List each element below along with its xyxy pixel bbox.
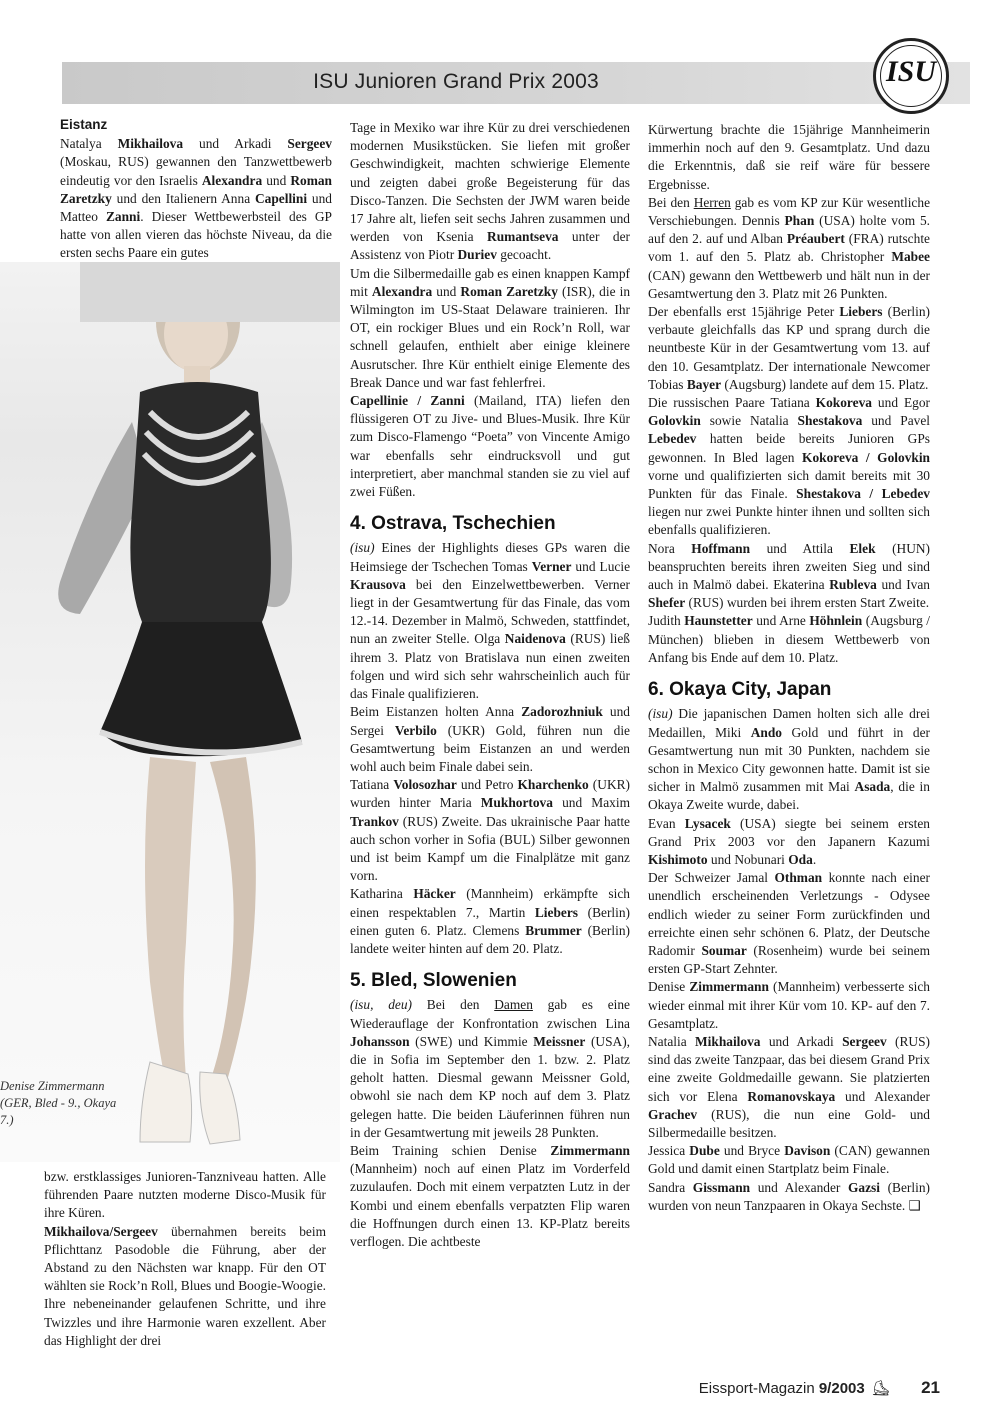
text-run: unter der Assistenz von Piotr [350,229,630,263]
section-heading-bled: 5. Bled, Slowenien [350,970,517,992]
underlined-term: Herren [693,194,731,210]
section-kicker: Eistanz [60,117,108,132]
text-run: Katharina [350,886,414,902]
column-3 [648,121,930,1215]
paragraph [350,265,630,392]
name-emphasis: Soumar [701,942,747,958]
name-emphasis: Davison [784,1143,831,1159]
name-emphasis: Grachev [648,1106,698,1122]
paragraph [350,392,630,501]
name-emphasis: Shestakova [797,413,863,429]
paragraph [648,303,930,394]
text-run: bzw. erstklassiges Junioren-Tanzniveau hatten. Alle führenden Paare nutzten moderne Disco-Musik für ihre Küren. [44,1169,326,1221]
text-run: und Lucie [571,558,631,574]
name-emphasis: Verner [531,558,572,574]
text-run: sowie Natalia [700,413,798,429]
text-run: und Attila [750,540,850,556]
text-run: Der ebenfalls erst 15jährige Peter [648,304,840,320]
name-emphasis: Hoffmann [691,540,751,556]
name-emphasis: Romanovskaya [747,1088,836,1104]
name-emphasis: Kokoreva [815,395,872,411]
name-emphasis: Oda [788,851,813,867]
name-emphasis: Kharchenko [517,777,589,793]
page-title: ISU Junioren Grand Prix 2003 [313,70,599,93]
column-2 [350,119,630,1251]
name-emphasis: Zimmermann [550,1142,630,1158]
text-run: . [812,851,817,867]
name-emphasis: Lebedev [648,431,697,447]
paragraph [648,978,930,1033]
text-run: gab es vom KP zur Kür wesentliche Verschiebungen. Dennis [648,194,931,229]
name-emphasis: Verbilo [394,722,437,738]
text-run: Tage in Mexiko war ihre Kür zu drei verschiedenen modernen Musikstücken. Sie liefen mit großer Geschwindigkeit, machten schwierige Elemente und zeigten dabei große Begeisterung für das Disco-Tanzen. Die Sechsten der JWM waren beide 17 Jahre alt, liefen seit sechs Jahren zusammen und werden von Ksenia [350,120,630,245]
name-emphasis: Capellini [254,190,308,206]
page-number: 21 [921,1378,940,1397]
text-run: (ISR), die in Wilmington im US-Staat Delaware trainieren. Ihr OT, ein rockiger Blues und ein Rock’n Roll, war schnell gelaufen, enthielt aber einige kleinere Ausrutscher. Ihre Kür enthielt einige Elemente des Break Dance und war fast fehlerfrei. [350,283,631,390]
text-run: Judith [648,613,685,629]
name-emphasis: Liebers [839,304,883,320]
paragraph [648,1179,930,1215]
text-run: Die russischen Paare Tatiana [648,395,816,411]
text-run: (HUN) beanspruchten bereits ihren zweiten Sieg und sind auch in Malmö dabei. Ekaterina [648,540,930,593]
paragraph [60,135,332,262]
text-run: und Bryce [719,1143,785,1159]
name-emphasis: Rumantseva [487,229,559,245]
text-run: (UKR) wurden hinter Maria [350,777,631,811]
name-emphasis: Capellinie / Zanni [350,393,465,409]
text-run: (USA) siegte bei seinem ersten Grand Prix 2003 vor den Japanern Kazumi [648,815,930,849]
text-run: (Berlin) wurden von neun Tanzpaaren in Okaya Sechste. ❑ [648,1179,930,1213]
text-run: (USA) holte vom 5. auf den 2. auf und Alban [648,213,930,247]
text-run: (Mannheim) verbesserte sich wieder einmal mit ihrer Kür vom 10. KP- auf den 7. Gesamtplatz. [648,979,930,1031]
name-emphasis: Haunstetter [684,613,753,629]
text-run: Bei den [412,997,495,1013]
text-run: Nora [648,540,692,556]
column-1-bottom [44,1168,326,1350]
name-emphasis: Mikhailova [695,1033,761,1049]
header-band [62,62,970,104]
text-run: konnte nach einer unendlich erscheinenden Verletzungs - Odysee endlich wieder zu seiner Form zurückfinden und erreichte einen sehr schönen 6. Platz, der Deutsche Radomir [648,870,930,958]
text-run: Sandra [648,1179,693,1195]
logo-text: ISU [885,55,937,88]
name-emphasis: Lysacek [684,815,731,831]
text-run: und Alexander [750,1179,848,1195]
name-emphasis: Mikhailova [117,136,184,152]
name-emphasis: Mabee [891,249,930,265]
name-emphasis: Kishimoto [648,851,708,867]
name-emphasis: Phan [784,213,815,229]
text-run: (Augsburg) landete auf dem 15. Platz. [721,376,929,392]
name-emphasis: Ando [750,724,782,740]
text-run: Kürwertung brachte die 15jährige Mannheimerin immerhin noch auf den 9. Gesamtplatz. Und dazu die Erkenntnis, daß sie reif wäre für bessere Ergebnisse. [648,122,930,192]
name-emphasis: Duriev [457,247,497,263]
text-run: und Pavel [862,413,930,429]
paragraph [648,1142,930,1178]
paragraph [648,612,930,667]
paragraph [350,539,630,703]
text-run: und Maxim [552,795,630,811]
name-emphasis: Häcker [413,886,456,902]
skater-figure [0,262,340,1162]
text-run: und Egor [871,395,931,411]
text-run: Die japanischen Damen holten sich alle drei Medaillen, Miki [648,706,930,740]
paragraph [648,540,930,613]
name-emphasis: Préaubert [786,231,845,247]
text-run: (Augsburg / München) blieben in diesem Wettbewerb von Anfang bis Ende auf dem 10. Platz. [648,613,931,665]
text-run: Evan [648,815,685,831]
name-emphasis: Krausova [350,576,406,592]
paragraph [648,815,930,870]
paragraph [648,121,930,194]
underlined-term: Damen [494,997,533,1013]
issue-number: 9/2003 [818,1380,865,1397]
name-emphasis: Alexandra [201,172,263,188]
text-run: Gold und führt in der Gesamtwertung nun mit 30 Punkten, nachdem sie schon in Mexico City gewonnen hatte. Damit ist sie sicher in Malmö zusammen mit Mai [648,724,930,795]
text-run: (RUS) ließ ihrem 3. Platz von Bratislava nun einen zweiten folgen und wird sich sehr wahrscheinlich auch für das Finale qualifizieren. [350,631,630,702]
text-run: und den Italienern Anna [111,190,255,206]
isu-logo [873,38,949,114]
text-run: hatten beide bereits Junioren GPs gewonnen. In Bled lagen [648,431,930,465]
text-run: (Mannheim) erkämpfte sich einen respektablen 7., Martin [350,886,631,920]
text-run: (Rosenheim) wurde bei seinem ersten GP-Start Zehnter. [648,942,931,977]
page-footer [699,1378,940,1398]
text-run: (RUS) Zweite. Das ukrainische Paar hatte auch schon vorher in Sofia (BUL) Silber gewonnen und ist beim Kampf um die Finalplätze mit ganz vorn. [350,813,630,884]
text-run: und Ivan [876,577,930,593]
text-run: Um die Silbermedaille gab es einen knappen Kampf mit [350,265,631,299]
name-emphasis: Asada [854,779,891,795]
text-run: (FRA) rutschte vom 1. auf den 5. Platz ab. Christopher [648,231,930,265]
text-run: . Dieser Wettbewerbsteil des GP hatte von allen vieren das höchste Niveau, da die ersten sechs Paare ein gutes [60,209,332,261]
text-run: Beim Training schien Denise [350,1142,551,1158]
text-run: Tatiana [350,777,394,793]
paragraph [648,194,930,303]
text-run: und Arne [752,613,810,629]
text-run: Der Schweizer Jamal [648,870,775,886]
name-emphasis: Johansson [350,1033,410,1049]
paragraph [44,1168,326,1223]
name-emphasis: Shefer [648,595,686,611]
name-emphasis: Liebers [534,904,579,920]
text-run: gecoacht. [496,247,552,263]
name-emphasis: Roman Zaretzky [460,283,558,299]
text-run: Natalya [60,136,118,152]
name-emphasis: Roman Zaretzky [60,172,332,206]
name-emphasis: Shestakova / Lebedev [796,486,930,502]
text-run: und Petro [456,777,518,793]
name-emphasis: Meissner [533,1033,586,1049]
text-run: (RUS) wurden bei ihrem ersten Start Zweite. [685,595,930,611]
name-emphasis: Sergeev [287,136,333,152]
text-run: und [262,172,291,188]
paragraph [44,1223,326,1350]
text-run: gab es eine Wiederauflage der Konfrontation zwischen Lina [350,997,630,1031]
text-run: und Sergei [350,704,630,738]
text-run: bei den Einzelwettbewerben. Verner liegt in der Gesamtwertung für das Finale, das vom 12.-14. Dezember in Malmö, Schweden, stattfindet, nun an zweiter Stelle. Olga [350,576,630,647]
name-emphasis: Mukhortova [480,795,553,811]
paragraph [350,996,630,1142]
name-emphasis: Bayer [686,376,722,392]
magazine-name: Eissport-Magazin [698,1380,815,1397]
text-run: und Alexander [835,1088,930,1104]
text-run: (SWE) und Kimmie [409,1033,534,1049]
text-run: (Berlin) verbaute gleichfalls das KP und sprang durch die neuntbeste Kür in der Gesamtwertung vom 13. auf den 10. Gesamtplatz. Der internationale Newcomer Tobias [648,304,930,392]
text-run: (Mannheim) noch auf einen Platz im Vorderfeld zuzulaufen. Doch mit einem verpatzten Lutz in der Kombi und einem ebenfalls verpatzten Flip waren die Hoffnungen durch einen 13. KP-Platz bereits verflogen. Die achtbeste [350,1161,630,1249]
text-run: und Nobunari [707,851,789,867]
text-run: und Arkadi [183,136,288,152]
paragraph [648,705,930,814]
text-run: , die in Okaya Zweite wurde, dabei. [648,779,930,813]
name-emphasis: Gazsi [848,1179,880,1195]
section-heading-ostrava: 4. Ostrava, Tschechien [350,513,556,535]
text-run: liegen nur zwei Punkte hinter ihnen und sollten sich ebenfalls qualifizieren. [648,504,930,538]
text-run: und Arkadi [760,1033,843,1049]
text-run: und [432,283,461,299]
photo-caption: Denise Zimmermann (GER, Bled - 9., Okaya 7.) [0,1079,117,1127]
text-run: (USA), die in Sofia im September den 1. bzw. 2. Platz geholt hatten. Diesmal gewann Meissner Gold, obwohl sie nach dem KP noch auf dem 3. Platz gelegen hatte. Die beiden Läuferinnen führen nun in der Gesamtwertung mit jeweils 28 Punkten. [350,1033,631,1140]
text-run: (Moskau, RUS) gewannen den Tanzwettbewerb eindeutig vor den Israelis [60,154,332,188]
name-emphasis: Gissmann [692,1179,751,1195]
source-tag: (isu) [350,540,375,556]
text-run: übernahmen bereits beim Pflichttanz Pasodoble die Führung, aber der Abstand zu den Nächsten war knapp. Für den OT wählten sie Rock’n Roll, Blues und Boogie-Woogie. Ihre nebeneinander gelaufenen Schritte, und ihre Twizzles und ihre Harmonie waren exzellent. Aber das Highlight der drei [44,1223,326,1348]
paragraph [350,119,630,265]
text-run: Natalia [648,1033,696,1049]
paragraph [350,885,630,958]
skater-icon: ⛸ [871,1380,891,1397]
source-tag: (isu, deu) [350,997,412,1013]
name-emphasis: Brummer [525,922,582,938]
text-run: (CAN) gewann den Wettbewerb und hält nun in der Gesamtwertung den 3. Platz mit 26 Punkten. [648,267,930,301]
name-emphasis: Zimmermann [689,979,769,995]
text-run: (Berlin) landete weiter hinten auf dem 20. Platz. [350,922,630,956]
text-run: (RUS) sind das zweite Tanzpaar, das bei diesem Grand Prix eine zweite Goldmedaille gewann. Sie platzierten sich vor Elena [648,1033,930,1104]
text-run: Bei den [648,194,694,210]
text-run: Beim Eistanzen holten Anna [350,704,522,720]
name-emphasis: Elek [849,540,876,556]
text-run: (UKR) Gold, führen nun die Gesamtwertung beim Eistanzen an und werden wohl auch beim Finale dabei sein. [350,722,630,774]
name-emphasis: Rubleva [829,577,877,593]
name-emphasis: Mikhailova/Sergeev [44,1223,158,1239]
name-emphasis: Golovkin [648,413,701,429]
text-run: (Berlin) einen guten 6. Platz. Clemens [350,904,630,938]
text-run: vorne und qualifizierten sich damit bereits mit 30 Punkten für das Finale. [648,467,930,502]
paragraph [648,1033,930,1142]
name-emphasis: Naidenova [504,631,566,647]
paragraph [350,703,630,776]
skater-photo [0,262,340,1162]
rink-board [80,262,340,322]
text-run: (RUS), die nun eine Gold- und Silbermedaille besitzen. [648,1106,930,1140]
paragraph [350,1142,630,1251]
name-emphasis: Zadorozhniuk [521,704,603,720]
name-emphasis: Alexandra [371,283,433,299]
name-emphasis: Dube [689,1143,720,1159]
text-run: Jessica [648,1143,690,1159]
name-emphasis: Kokoreva / Golovkin [802,449,930,465]
paragraph [350,776,630,885]
name-emphasis: Höhnlein [809,613,863,629]
text-run: Denise [648,979,690,995]
column-1-top [60,116,332,263]
name-emphasis: Trankov [350,813,399,829]
source-tag: (isu) [648,706,673,722]
name-emphasis: Volosozhar [393,777,457,793]
text-run: und Matteo [60,190,332,225]
text-run: Eines der Highlights dieses GPs waren die Heimsiege der Tschechen Tomas [350,540,630,574]
name-emphasis: Zanni [105,209,141,225]
text-run: (Mailand, ITA) liefen den flüssigeren OT zu Jive- und Blues-Musik. Ihre Kür zum Disco-Flamengo “Poeta” von Vincente Amigo war ebenfalls sehr eindrucksvoll und gut interpretiert, aber manchmal standen sie zu viel auf zwei Füßen. [350,393,630,500]
name-emphasis: Sergeev [842,1033,887,1049]
name-emphasis: Othman [774,870,823,886]
section-heading-okaya: 6. Okaya City, Japan [648,679,832,701]
paragraph [648,394,930,540]
paragraph [648,869,930,978]
text-run: (CAN) gewannen Gold und damit einen Startplatz beim Finale. [648,1143,931,1177]
